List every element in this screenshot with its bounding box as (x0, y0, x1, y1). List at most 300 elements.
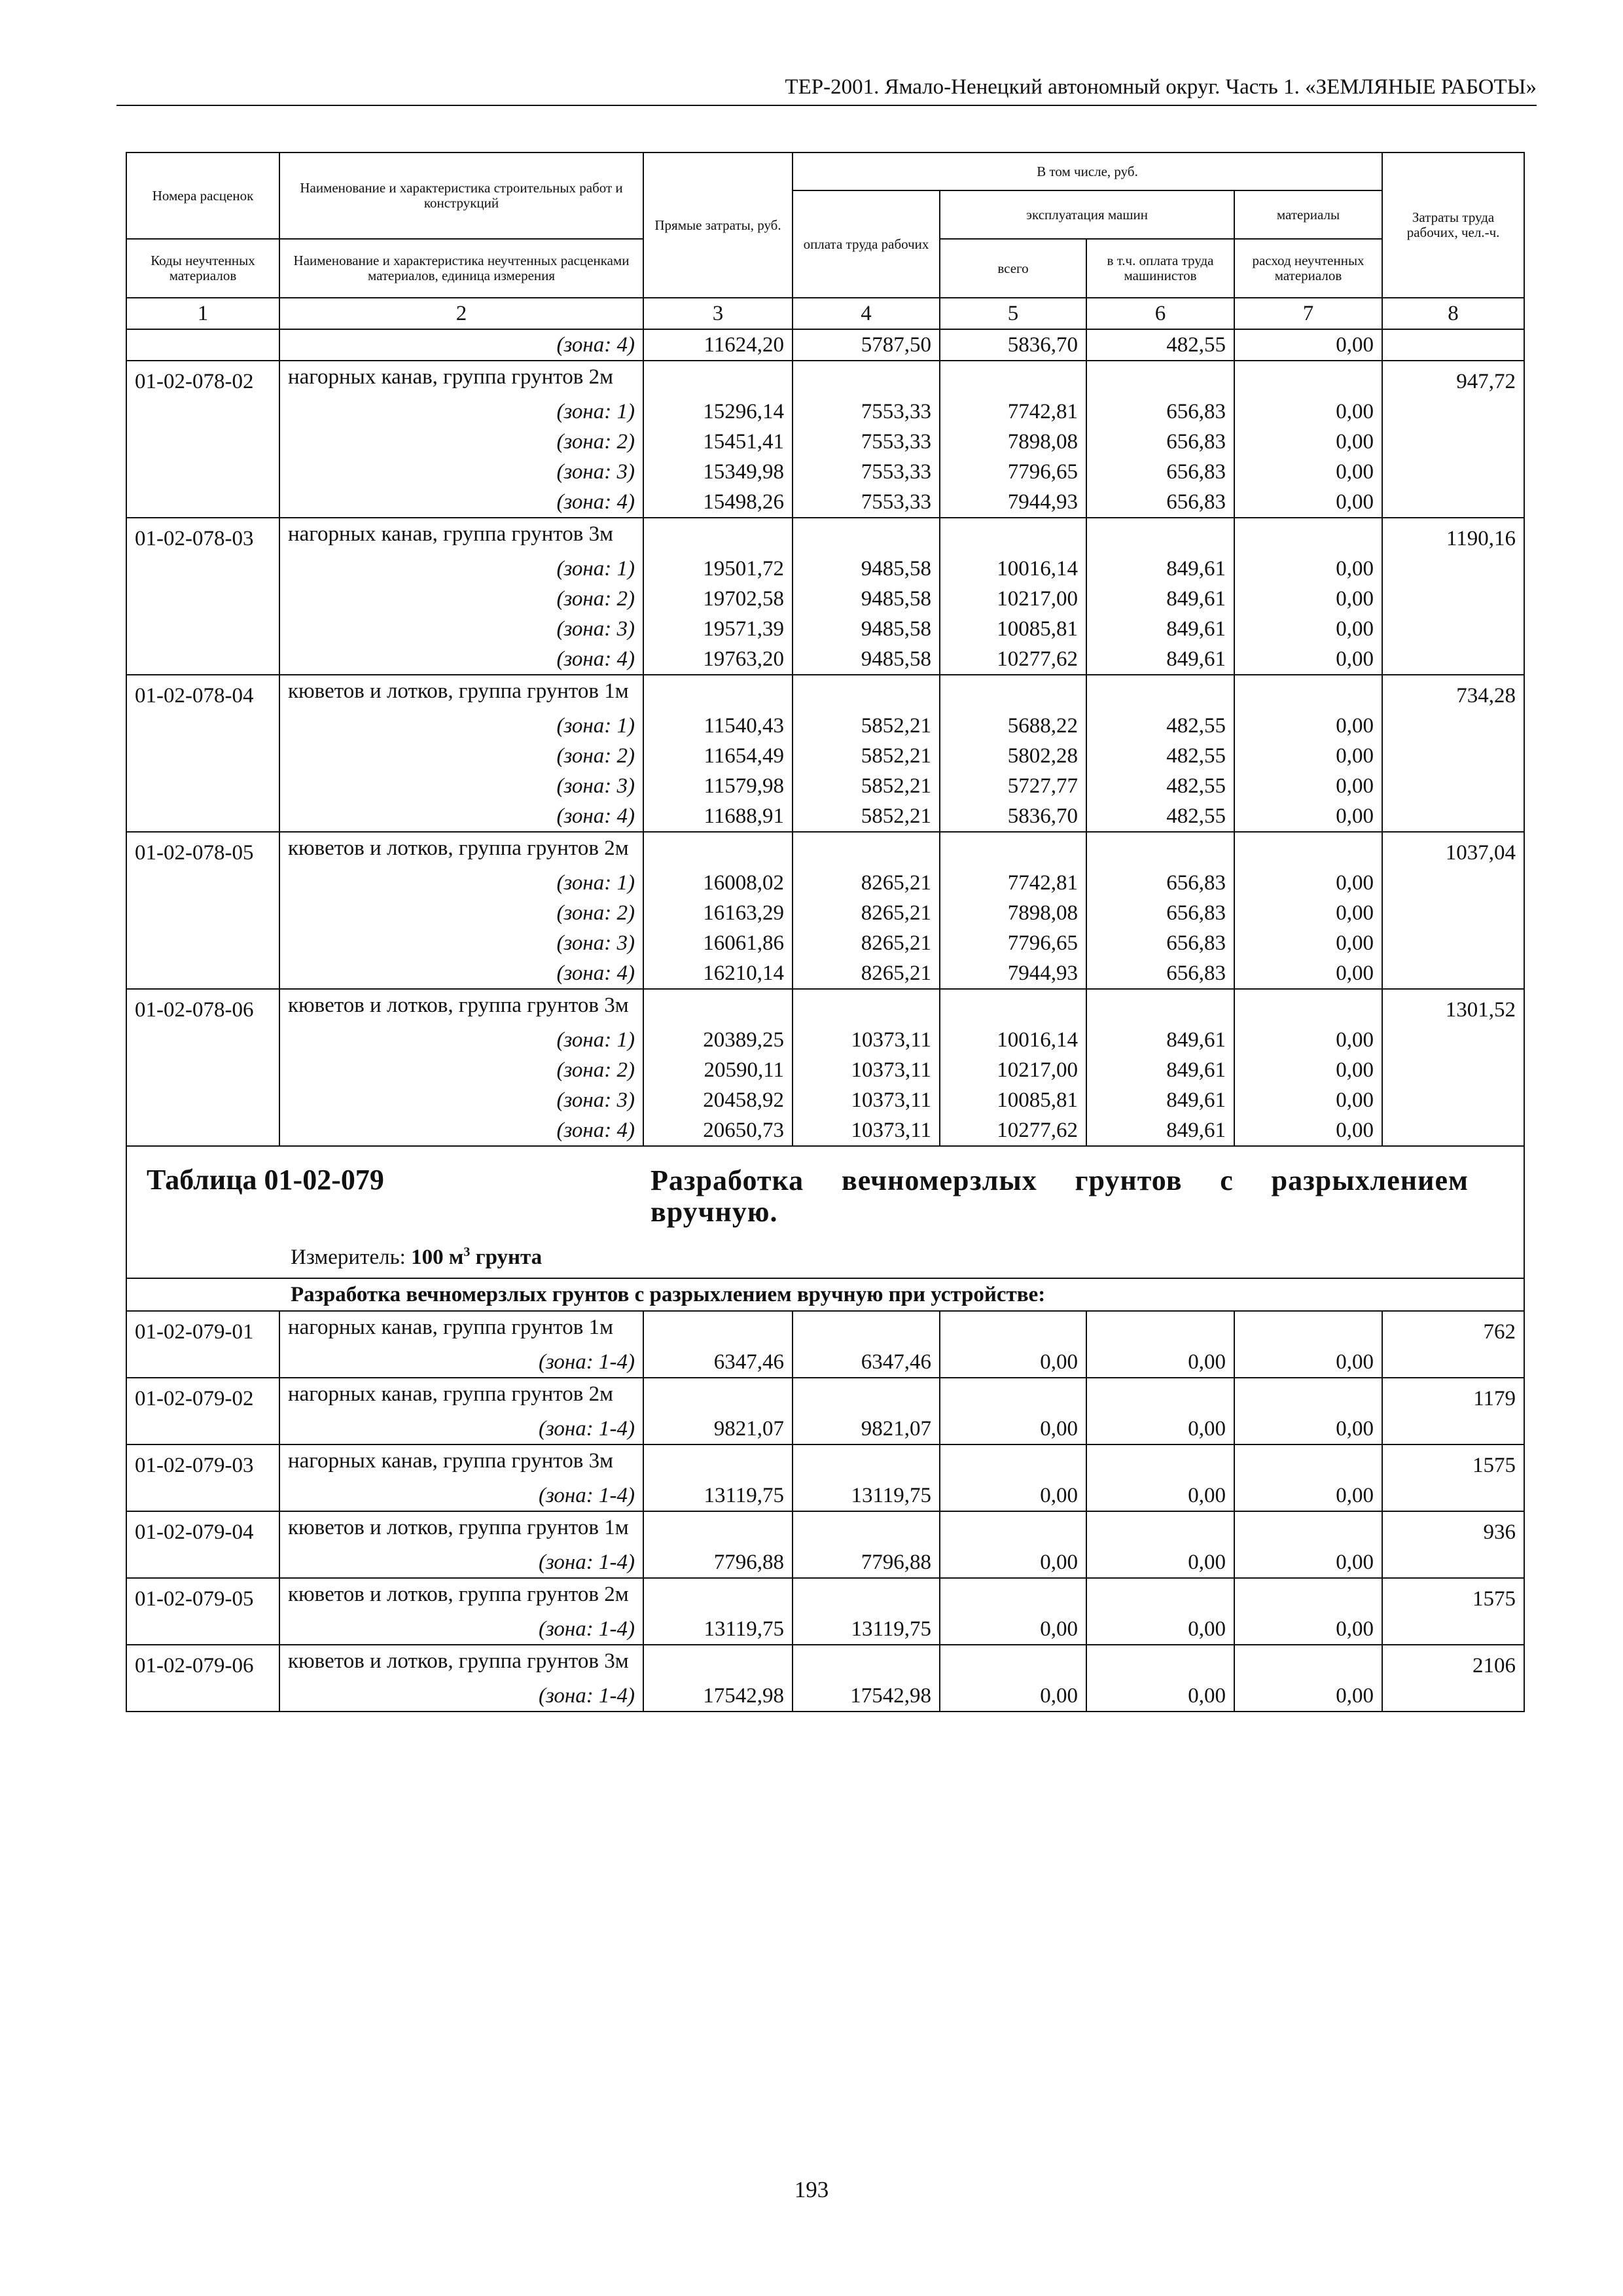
labor-cell: 1037,04 (1382, 832, 1524, 868)
value-cell: 656,83 (1086, 487, 1234, 518)
value-cell: 0,00 (1234, 1115, 1382, 1146)
zone-row (126, 614, 1524, 644)
value-cell: 19763,20 (643, 644, 793, 675)
value-cell: 5852,21 (793, 771, 940, 801)
value-cell: 7553,33 (793, 457, 940, 487)
value-cell: 0,00 (1234, 329, 1382, 361)
rate-row (126, 1311, 1524, 1347)
value-cell: 849,61 (1086, 584, 1234, 614)
labor-cell (1382, 1681, 1524, 1712)
column-index: 2 (279, 298, 643, 329)
empty-cell (1086, 989, 1234, 1025)
labor-cell (1382, 1085, 1524, 1115)
table-body (126, 152, 1524, 1712)
labor-cell (1382, 1614, 1524, 1645)
empty-cell (793, 832, 940, 868)
zone-row (126, 1025, 1524, 1055)
value-cell: 5836,70 (940, 801, 1086, 832)
value-cell: 0,00 (1234, 457, 1382, 487)
labor-cell (1382, 868, 1524, 898)
rate-code: 01-02-079-05 (126, 1578, 279, 1614)
value-cell: 849,61 (1086, 644, 1234, 675)
labor-cell (1382, 1055, 1524, 1085)
empty-cell (793, 361, 940, 397)
value-cell: 849,61 (1086, 1085, 1234, 1115)
code-cell (126, 1414, 279, 1444)
value-cell: 7898,08 (940, 898, 1086, 928)
empty-cell (793, 989, 940, 1025)
value-cell: 10373,11 (793, 1025, 940, 1055)
value-cell: 0,00 (1234, 554, 1382, 584)
value-cell: 5836,70 (940, 329, 1086, 361)
labor-cell (1382, 584, 1524, 614)
value-cell: 11688,91 (643, 801, 793, 832)
rate-row (126, 989, 1524, 1025)
table-title-block (126, 1146, 1524, 1278)
code-cell (126, 329, 279, 361)
labor-cell (1382, 1547, 1524, 1578)
code-cell (126, 711, 279, 741)
empty-cell (793, 1578, 940, 1614)
table-row (126, 329, 1524, 361)
col-header-material-use: расход неучтенных материалов (1234, 239, 1382, 298)
labor-cell (1382, 487, 1524, 518)
labor-cell: 1190,16 (1382, 518, 1524, 554)
labor-cell (1382, 711, 1524, 741)
code-cell (126, 427, 279, 457)
rate-row (126, 1511, 1524, 1547)
zone-row (126, 928, 1524, 958)
value-cell: 0,00 (1234, 898, 1382, 928)
rate-row (126, 1578, 1524, 1614)
value-cell: 0,00 (940, 1480, 1086, 1511)
value-cell: 0,00 (1234, 427, 1382, 457)
empty-cell (940, 832, 1086, 868)
zone-row (126, 711, 1524, 741)
zone-label: (зона: 2) (279, 427, 643, 457)
value-cell: 10277,62 (940, 1115, 1086, 1146)
zone-label: (зона: 1) (279, 554, 643, 584)
value-cell: 10373,11 (793, 1055, 940, 1085)
value-cell: 7944,93 (940, 487, 1086, 518)
column-index: 1 (126, 298, 279, 329)
value-cell: 20458,92 (643, 1085, 793, 1115)
value-cell: 0,00 (1234, 397, 1382, 427)
value-cell: 0,00 (1086, 1547, 1234, 1578)
code-cell (126, 928, 279, 958)
code-cell (126, 554, 279, 584)
col-header-wages-blank: оплата труда рабочих (793, 190, 940, 298)
zone-label: (зона: 1-4) (279, 1547, 643, 1578)
rate-code: 01-02-078-05 (126, 832, 279, 868)
labor-cell (1382, 397, 1524, 427)
value-cell: 13119,75 (643, 1614, 793, 1645)
column-index: 6 (1086, 298, 1234, 329)
col-header-material-names: Наименование и характеристика неучтенных расценками материалов, единица измерения (279, 239, 643, 298)
zone-label: (зона: 3) (279, 928, 643, 958)
zone-label: (зона: 4) (279, 958, 643, 989)
code-cell (126, 487, 279, 518)
labor-cell (1382, 1480, 1524, 1511)
value-cell: 0,00 (1234, 1614, 1382, 1645)
column-index: 8 (1382, 298, 1524, 329)
zone-label: (зона: 1) (279, 711, 643, 741)
zone-label: (зона: 1-4) (279, 1681, 643, 1712)
value-cell: 11579,98 (643, 771, 793, 801)
labor-cell (1382, 427, 1524, 457)
zone-row (126, 487, 1524, 518)
code-cell (126, 584, 279, 614)
value-cell: 0,00 (1086, 1480, 1234, 1511)
empty-cell (643, 361, 793, 397)
labor-cell: 1179 (1382, 1378, 1524, 1414)
empty-cell (1086, 1645, 1234, 1681)
rate-row (126, 518, 1524, 554)
col-header-labor: Затраты труда рабочих, чел.-ч. (1382, 152, 1524, 298)
value-cell: 15296,14 (643, 397, 793, 427)
zone-label: (зона: 1-4) (279, 1480, 643, 1511)
value-cell: 11624,20 (643, 329, 793, 361)
labor-cell: 1575 (1382, 1578, 1524, 1614)
code-cell (126, 741, 279, 771)
empty-cell (940, 1444, 1086, 1480)
rate-code: 01-02-079-06 (126, 1645, 279, 1681)
rate-name: кюветов и лотков, группа грунтов 1м (279, 1511, 643, 1547)
value-cell: 16210,14 (643, 958, 793, 989)
col-header-name: Наименование и характеристика строительных работ и конструкций (279, 152, 643, 239)
value-cell: 8265,21 (793, 928, 940, 958)
empty-cell (1086, 832, 1234, 868)
value-cell: 0,00 (940, 1347, 1086, 1378)
value-cell: 13119,75 (793, 1480, 940, 1511)
empty-cell (643, 1444, 793, 1480)
labor-cell (1382, 898, 1524, 928)
value-cell: 0,00 (1234, 711, 1382, 741)
value-cell: 656,83 (1086, 898, 1234, 928)
zone-label: (зона: 3) (279, 1085, 643, 1115)
zone-row (126, 1414, 1524, 1444)
zone-row (126, 1055, 1524, 1085)
empty-cell (1086, 518, 1234, 554)
labor-cell (1382, 554, 1524, 584)
value-cell: 7796,88 (643, 1547, 793, 1578)
value-cell: 0,00 (1234, 614, 1382, 644)
empty-cell (1234, 1511, 1382, 1547)
empty-cell (793, 518, 940, 554)
empty-cell (1234, 1444, 1382, 1480)
value-cell: 7796,88 (793, 1547, 940, 1578)
empty-cell (1234, 1311, 1382, 1347)
value-cell: 0,00 (1086, 1414, 1234, 1444)
zone-label: (зона: 1) (279, 868, 643, 898)
value-cell: 0,00 (1234, 1681, 1382, 1712)
zone-row (126, 1347, 1524, 1378)
labor-cell: 734,28 (1382, 675, 1524, 711)
code-cell (126, 1547, 279, 1578)
zone-label: (зона: 4) (279, 1115, 643, 1146)
zone-label: (зона: 2) (279, 1055, 643, 1085)
code-cell (126, 1480, 279, 1511)
rate-row (126, 1378, 1524, 1414)
labor-cell: 1301,52 (1382, 989, 1524, 1025)
value-cell: 9485,58 (793, 644, 940, 675)
value-cell: 482,55 (1086, 771, 1234, 801)
zone-label: (зона: 2) (279, 584, 643, 614)
value-cell: 0,00 (1234, 868, 1382, 898)
unit-suffix: грунта (470, 1246, 543, 1269)
value-cell: 9485,58 (793, 584, 940, 614)
value-cell: 9485,58 (793, 554, 940, 584)
value-cell: 849,61 (1086, 1025, 1234, 1055)
page-number: 193 (794, 2177, 829, 2202)
value-cell: 15349,98 (643, 457, 793, 487)
zone-label: (зона: 4) (279, 329, 643, 361)
labor-cell (1382, 1115, 1524, 1146)
value-cell: 0,00 (1234, 1547, 1382, 1578)
zone-row (126, 1681, 1524, 1712)
value-cell: 849,61 (1086, 614, 1234, 644)
zone-row (126, 771, 1524, 801)
value-cell: 0,00 (1234, 741, 1382, 771)
value-cell: 0,00 (1234, 487, 1382, 518)
value-cell: 10016,14 (940, 554, 1086, 584)
table-number: Таблица 01-02-079 (147, 1164, 384, 1196)
rate-code: 01-02-079-01 (126, 1311, 279, 1347)
labor-cell: 947,72 (1382, 361, 1524, 397)
rate-row (126, 1645, 1524, 1681)
value-cell: 19702,58 (643, 584, 793, 614)
empty-cell (643, 518, 793, 554)
zone-label: (зона: 1-4) (279, 1414, 643, 1444)
value-cell: 0,00 (1234, 644, 1382, 675)
zone-row (126, 1480, 1524, 1511)
empty-cell (643, 1511, 793, 1547)
empty-cell (793, 675, 940, 711)
rate-row (126, 1444, 1524, 1480)
value-cell: 849,61 (1086, 554, 1234, 584)
value-cell: 17542,98 (643, 1681, 793, 1712)
value-cell: 656,83 (1086, 958, 1234, 989)
value-cell: 482,55 (1086, 329, 1234, 361)
column-index-row (126, 298, 1524, 329)
value-cell: 7553,33 (793, 427, 940, 457)
value-cell: 5852,21 (793, 801, 940, 832)
labor-cell (1382, 614, 1524, 644)
value-cell: 9821,07 (643, 1414, 793, 1444)
col-header-materials: материалы (1234, 190, 1382, 239)
code-cell (126, 771, 279, 801)
rate-code: 01-02-079-04 (126, 1511, 279, 1547)
table-title-row (126, 1146, 1524, 1278)
empty-cell (643, 1378, 793, 1414)
value-cell: 10217,00 (940, 584, 1086, 614)
empty-cell (940, 989, 1086, 1025)
col-header-including: В том числе, руб. (793, 152, 1382, 190)
rate-name: кюветов и лотков, группа грунтов 2м (279, 832, 643, 868)
code-cell (126, 958, 279, 989)
zone-label: (зона: 1) (279, 1025, 643, 1055)
unit-sup: 3 (463, 1245, 471, 1259)
labor-cell (1382, 1414, 1524, 1444)
unit-prefix: Измеритель: (291, 1246, 406, 1269)
empty-cell (1234, 1378, 1382, 1414)
value-cell: 11654,49 (643, 741, 793, 771)
value-cell: 656,83 (1086, 928, 1234, 958)
column-index: 3 (643, 298, 793, 329)
value-cell: 13119,75 (793, 1614, 940, 1645)
rate-name: нагорных канав, группа грунтов 1м (279, 1311, 643, 1347)
value-cell: 5852,21 (793, 741, 940, 771)
zone-row (126, 741, 1524, 771)
value-cell: 8265,21 (793, 868, 940, 898)
empty-cell (1234, 361, 1382, 397)
value-cell: 0,00 (940, 1681, 1086, 1712)
value-cell: 0,00 (1086, 1614, 1234, 1645)
zone-label: (зона: 1) (279, 397, 643, 427)
zone-label: (зона: 3) (279, 457, 643, 487)
empty-cell (793, 1511, 940, 1547)
value-cell: 7742,81 (940, 397, 1086, 427)
empty-cell (940, 518, 1086, 554)
value-cell: 15498,26 (643, 487, 793, 518)
code-cell (126, 1347, 279, 1378)
empty-cell (1086, 1311, 1234, 1347)
value-cell: 5852,21 (793, 711, 940, 741)
value-cell: 656,83 (1086, 868, 1234, 898)
value-cell: 0,00 (1234, 1480, 1382, 1511)
table-title: Разработка вечномерзлых грунтов с разрыхлением вручную. (651, 1164, 1469, 1228)
zone-row (126, 1085, 1524, 1115)
code-cell (126, 1085, 279, 1115)
rate-code: 01-02-078-04 (126, 675, 279, 711)
value-cell: 19571,39 (643, 614, 793, 644)
labor-cell (1382, 801, 1524, 832)
value-cell: 0,00 (1234, 1414, 1382, 1444)
value-cell: 15451,41 (643, 427, 793, 457)
rate-code: 01-02-078-03 (126, 518, 279, 554)
zone-row (126, 898, 1524, 928)
empty-cell (643, 1578, 793, 1614)
value-cell: 849,61 (1086, 1115, 1234, 1146)
zone-row (126, 801, 1524, 832)
labor-cell (1382, 771, 1524, 801)
zone-row (126, 427, 1524, 457)
value-cell: 9821,07 (793, 1414, 940, 1444)
value-cell: 13119,75 (643, 1480, 793, 1511)
rate-name: нагорных канав, группа грунтов 2м (279, 361, 643, 397)
column-index: 5 (940, 298, 1086, 329)
value-cell: 16008,02 (643, 868, 793, 898)
empty-cell (1234, 518, 1382, 554)
zone-row (126, 1614, 1524, 1645)
col-header-material-codes: Коды неучтенных материалов (126, 239, 279, 298)
zone-row (126, 584, 1524, 614)
labor-cell (1382, 958, 1524, 989)
zone-row (126, 397, 1524, 427)
col-header-code: Номера расценок (126, 152, 279, 239)
zone-row (126, 644, 1524, 675)
value-cell: 19501,72 (643, 554, 793, 584)
code-cell (126, 1055, 279, 1085)
rate-code: 01-02-078-02 (126, 361, 279, 397)
labor-cell (1382, 1025, 1524, 1055)
section-row (126, 1278, 1524, 1311)
rate-name: нагорных канав, группа грунтов 2м (279, 1378, 643, 1414)
rate-code: 01-02-079-03 (126, 1444, 279, 1480)
rate-name: кюветов и лотков, группа грунтов 3м (279, 989, 643, 1025)
labor-cell (1382, 329, 1524, 361)
empty-cell (940, 361, 1086, 397)
col-header-operator-wages: в т.ч. оплата труда машинистов (1086, 239, 1234, 298)
empty-cell (940, 1511, 1086, 1547)
column-index: 7 (1234, 298, 1382, 329)
rate-row (126, 675, 1524, 711)
value-cell: 7553,33 (793, 397, 940, 427)
code-cell (126, 1115, 279, 1146)
value-cell: 16163,29 (643, 898, 793, 928)
value-cell: 0,00 (1234, 584, 1382, 614)
col-header-machines: эксплуатация машин (940, 190, 1234, 239)
rate-name: кюветов и лотков, группа грунтов 2м (279, 1578, 643, 1614)
zone-label: (зона: 4) (279, 801, 643, 832)
unit-value: 100 м (411, 1246, 464, 1269)
value-cell: 0,00 (1234, 928, 1382, 958)
code-cell (126, 614, 279, 644)
zone-label: (зона: 1-4) (279, 1614, 643, 1645)
value-cell: 6347,46 (643, 1347, 793, 1378)
value-cell: 0,00 (1234, 1347, 1382, 1378)
running-header: ТЕР-2001. Ямало-Ненецкий автономный округ. Часть 1. «ЗЕМЛЯНЫЕ РАБОТЫ» (116, 71, 1537, 106)
rate-code: 01-02-079-02 (126, 1378, 279, 1414)
value-cell: 7944,93 (940, 958, 1086, 989)
empty-cell (940, 675, 1086, 711)
value-cell: 0,00 (940, 1414, 1086, 1444)
value-cell: 10277,62 (940, 644, 1086, 675)
code-cell (126, 1614, 279, 1645)
empty-cell (1234, 1578, 1382, 1614)
labor-cell (1382, 1347, 1524, 1378)
zone-label: (зона: 3) (279, 771, 643, 801)
empty-cell (1234, 832, 1382, 868)
empty-cell (643, 989, 793, 1025)
zone-row (126, 554, 1524, 584)
empty-cell (940, 1311, 1086, 1347)
rate-row (126, 361, 1524, 397)
empty-cell (643, 1645, 793, 1681)
zone-row (126, 958, 1524, 989)
empty-cell (643, 832, 793, 868)
col-header-direct-costs: Прямые затраты, руб. (643, 152, 793, 298)
value-cell: 7796,65 (940, 928, 1086, 958)
value-cell: 482,55 (1086, 741, 1234, 771)
value-cell: 5727,77 (940, 771, 1086, 801)
labor-cell (1382, 928, 1524, 958)
value-cell: 7742,81 (940, 868, 1086, 898)
zone-row (126, 1547, 1524, 1578)
labor-cell: 2106 (1382, 1645, 1524, 1681)
value-cell: 482,55 (1086, 711, 1234, 741)
value-cell: 0,00 (1234, 1025, 1382, 1055)
value-cell: 20650,73 (643, 1115, 793, 1146)
value-cell: 10085,81 (940, 1085, 1086, 1115)
value-cell: 0,00 (940, 1547, 1086, 1578)
rate-name: нагорных канав, группа грунтов 3м (279, 1444, 643, 1480)
zone-label: (зона: 3) (279, 614, 643, 644)
rate-code: 01-02-078-06 (126, 989, 279, 1025)
value-cell: 0,00 (1234, 958, 1382, 989)
zone-row (126, 1115, 1524, 1146)
labor-cell (1382, 457, 1524, 487)
